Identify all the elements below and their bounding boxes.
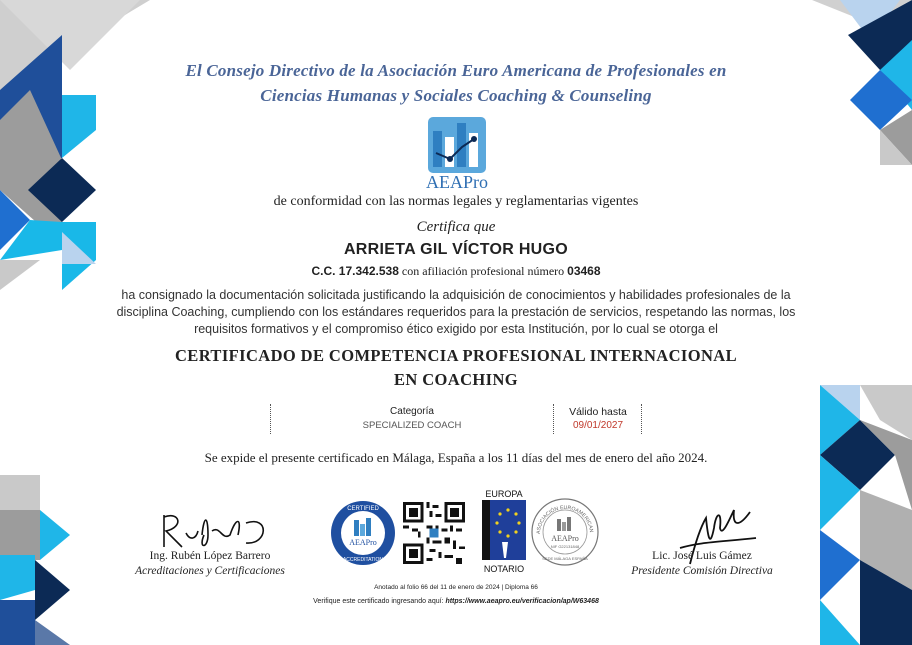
certificate-title-line-2: EN COACHING	[393, 370, 519, 389]
id-affiliation-text: con afiliación profesional número	[398, 264, 568, 278]
badge-bottom-text: NOTARIO	[483, 564, 525, 574]
divider	[641, 404, 642, 434]
verify-line	[0, 598, 912, 605]
stamp-sub-text: NIF G22131848	[550, 544, 580, 549]
category-label: Categoría	[390, 406, 434, 417]
aeapro-logo-icon	[428, 117, 486, 173]
body-line: disciplina Coaching, cumpliendo con los estándares requeridos para la prestación de servicios, respetando las normas, los	[116, 305, 796, 319]
valid-until-value: 09/01/2027	[572, 420, 624, 431]
verify-prefix: Verifique este certificado ingresando aquí:	[313, 598, 446, 605]
valid-until-label: Válido hasta	[569, 406, 627, 418]
header-line-1: El Consejo Directivo de la Asociación Euro Americana de Profesionales en	[185, 61, 727, 80]
id-line	[0, 264, 912, 279]
signatory-left-role: Acreditaciones y Certificaciones	[135, 565, 285, 577]
divider	[553, 404, 554, 434]
signatory-right-name: Lic. José Luis Gámez	[652, 550, 752, 562]
body-paragraph	[80, 287, 832, 338]
signature-left	[150, 505, 280, 555]
association-stamp	[530, 494, 600, 572]
badge-top-text: EUROPA	[485, 489, 523, 499]
issued-statement: Se expide el presente certificado en Málaga, España a los 11 días del mes de enero del año 2024.	[204, 450, 708, 465]
signatory-left-name: Ing. Rubén López Barrero	[149, 550, 271, 562]
aeapro-logo-text: AEAPro	[426, 172, 488, 192]
annotation-text: Anotado al folio 66 del 11 de enero de 2024 | Diploma 66	[374, 584, 538, 591]
verify-link[interactable]: https://www.aeapro.eu/verificacion/ap/W63468	[445, 598, 599, 605]
seal-bottom-text: ACCREDITATION	[342, 557, 384, 563]
seal-top-text: CERTIFIED	[347, 506, 379, 512]
body-line: requisitos formativos y el compromiso ético exigido por esta Institución, por lo cual se otorga el	[194, 322, 718, 336]
header-line-2: Ciencias Humanas y Sociales Coaching & Counseling	[260, 86, 652, 105]
seal-center-text: AEAPro	[349, 538, 377, 547]
stamp-bottom-text: SEDE MÁLAGA ESPAÑA	[542, 556, 588, 561]
qr-code-icon[interactable]	[403, 502, 465, 564]
certificate-title-line-1: CERTIFICADO DE COMPETENCIA PROFESIONAL INTERNACIONAL	[174, 346, 738, 365]
id-number: C.C. 17.342.538	[311, 264, 399, 278]
certifies-that-text: Certifica que	[416, 219, 496, 235]
stamp-center-text: AEAPro	[551, 534, 579, 543]
certified-accreditation-seal	[330, 500, 396, 566]
body-line: ha consignado la documentación solicitada justificando la adquisición de conocimientos y habilidades profesionales de la	[121, 288, 791, 302]
stamp-ring-text: ASOCIACIÓN EUROAMERICAN	[535, 504, 594, 535]
affiliation-number: 03468	[567, 264, 601, 278]
conformity-text: de conformidad con las normas legales y reglamentarias vigentes	[273, 194, 639, 209]
holder-name: ARRIETA GIL VÍCTOR HUGO	[343, 241, 569, 258]
signatory-right-role: Presidente Comisión Directiva	[631, 565, 773, 577]
category-value: SPECIALIZED COACH	[362, 420, 462, 431]
europa-notario-badge	[478, 488, 530, 576]
divider	[270, 404, 271, 434]
